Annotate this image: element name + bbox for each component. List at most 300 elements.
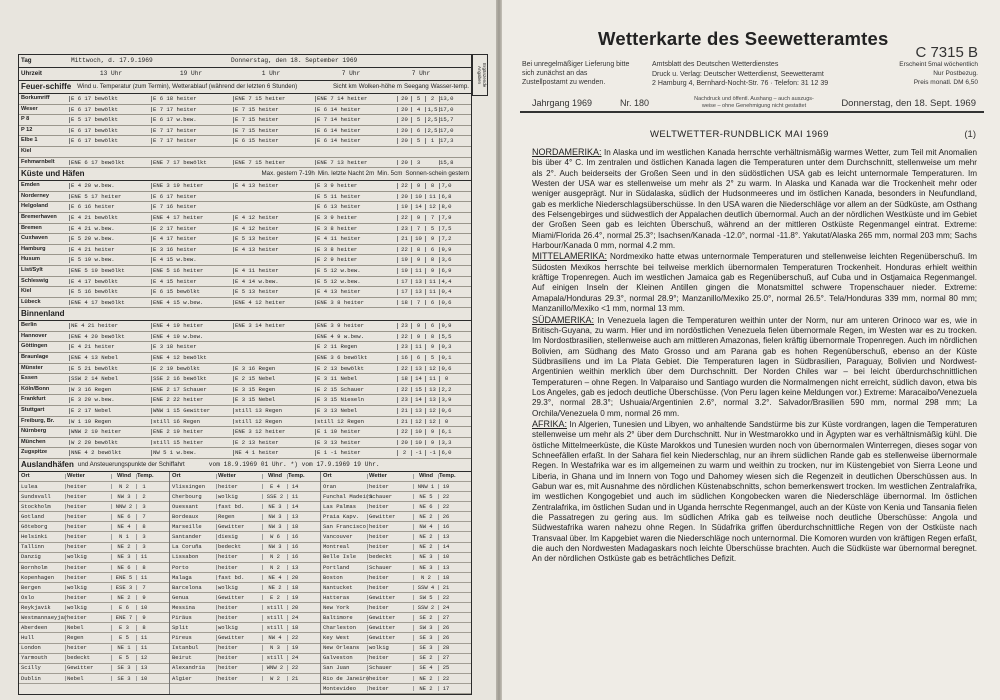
table-row [19, 126, 471, 137]
observation-cell: ENE 3 9 heiter [315, 323, 397, 329]
harbour-cell: NE 3 [413, 554, 438, 560]
harbour-cell: Scilly [21, 664, 41, 672]
value-cell: 20 [397, 117, 411, 123]
harbour-cell: NW 3 [262, 524, 287, 530]
harbour-cell: Gewitter [216, 595, 262, 601]
harbour-cell: heiter [65, 494, 111, 500]
harbour-row [321, 502, 471, 512]
harbour-cell: Malaga [172, 573, 192, 581]
station-name: Weser [21, 105, 38, 112]
harbour-row [321, 623, 471, 633]
value-cell: 9 [411, 215, 425, 221]
harbour-cell: wolkig [65, 585, 111, 591]
harbour-row [170, 644, 320, 654]
harbour-cell: 24 [438, 605, 453, 611]
region-label: MITTELAMERIKA: [532, 251, 608, 262]
value-cell: 12 [425, 419, 439, 425]
value-cell: 15 [411, 387, 425, 393]
table-row [19, 245, 471, 256]
station-name: Schleswig [21, 277, 49, 284]
observation-cell: ENE 3 12 heiter [233, 429, 315, 435]
observation-cell: E 4 15 heiter [151, 279, 233, 285]
harbour-cell: bedeckt [65, 655, 111, 661]
harbour-cell: Helsinki [21, 533, 48, 541]
observation-cell: E 3 11 Nebel [315, 376, 397, 382]
harbour-cell: NE 2 [413, 686, 438, 692]
harbour-cell: Reykjavik [21, 603, 51, 611]
harbour-row [19, 633, 169, 643]
harbour-row [321, 573, 471, 583]
value-cell: 7,0 [439, 183, 453, 189]
harbour-cell: heiter [216, 665, 262, 671]
value-cell: 15,8 [440, 158, 454, 166]
value-cell: 23 [397, 397, 411, 403]
harbour-cell: Pireus [172, 634, 192, 642]
value-cell: 11 [411, 268, 425, 274]
harbour-cell: N 3 [262, 645, 287, 651]
value-cell: 22 [397, 387, 411, 393]
harbour-cell: NE 1 [111, 645, 136, 651]
harbour-cell: 7 [136, 585, 151, 591]
table-row [19, 115, 471, 126]
harbour-cell: Oslo [21, 593, 35, 601]
harbour-row [19, 482, 169, 492]
harbour-row [19, 543, 169, 553]
harbour-cell: Gewitter [216, 524, 262, 530]
paragraph-mittelamerika [532, 251, 977, 314]
harbour-cell: 11 [287, 494, 302, 500]
harbour-column [320, 472, 471, 694]
paragraph-text: In Algerien, Tunesien und Libyen, wo anhaltende Sandstürme bis zur Küste vordrangen, lagen die Temperaturen stellenweise um mehr als 2° über dem Durchschnitt. Nur in Westmarokko und in Ägypten war es verhältnismäßig kühl. Die östliche Mittelmeerküste, die Küste Marokkos und Tunesien wurden noch von übernormalen Winterregen, dieses sogar von Schneefällen erfaßt. In der Sahara fiel kein Niederschlag, nur an ihrem südlichen Rande gab es stellenweise übernormale Regen. In Westafrika war es im allgemeinen zu warm und weithin zu trocken, nur im Küstengebiet von Sierra Leone und Liberia, in Ghana und im Innern von Togo und Dahomey wiesen sich die Regenzeit in deutlichen Überschüssen aus. In Gabun war es, mit Ausnahme des nördlichen Küstenabschnitts, schon bemerkenswert trocken. Im westlichen Zentralafrika, im westlichen Kongogebiet und auch im südlichen Kongobecken waren die Niederschläge übernormal. Im östlichen Zentralafrika, im östlichen Sudan und in Uganda herrschte Regenmangel, auch an der Küste von Kenia und Tansania fielen die Passatregen zu gering aus. Im südlichen Afrika gab es teilweise noch deutliche Überschüsse: Angola und Südwestafrika waren nahezu ohne Regen. In Südafrika griffen überdurchschnittliche Regen von der Ostküste nach Transvaal über. Im Kapgebiet waren die Niederschläge noch unternormal. Die Komoren wurden von kräftigen Regen erfaßt, die auch den Nordwesten Madagaskars noch leichte Überschüsse brachten. Auch die Südküste war übernormal beregnet. An der nördlichen Ostküste gab es beträchtliches Defizit. [532, 419, 977, 564]
uhrzeit-label: Uhrzeit [21, 69, 42, 77]
harbour-row [170, 553, 320, 563]
feuerschiffe-rows [19, 94, 471, 168]
harbour-cell: Lissabon [172, 553, 199, 561]
harbour-cell: 20 [287, 575, 302, 581]
harbour-cell: WNW 2 [262, 665, 287, 671]
observation-cell: WNW 2 19 heiter [69, 429, 151, 435]
station-name: Helgoland [21, 203, 49, 210]
observation-cell: ENE 3 14 heiter [233, 323, 315, 329]
observation-cell: E 3 8 heiter [315, 226, 397, 232]
observation-cell: E 6 15 heiter [233, 138, 315, 144]
harbour-cell: 18 [438, 575, 453, 581]
station-name: Köln/Bonn [21, 385, 50, 392]
harbour-cell: wolkig [216, 494, 262, 500]
harbour-cell: Santander [172, 533, 202, 541]
observation-cell: E 3 8 heiter [315, 247, 397, 253]
harbour-cell: 3 [136, 544, 151, 550]
harbour-cell: NE 4 [262, 575, 287, 581]
station-name: Cuxhaven [21, 235, 48, 242]
observation-cell: E 7 15 heiter [233, 107, 315, 113]
value-cell: 17,3 [440, 137, 454, 145]
harbour-cell: Porto [172, 563, 189, 571]
column-header: Temp. [137, 472, 154, 479]
observation-cell: ENE 4 19 heiter [151, 323, 233, 329]
value-cell: 6,8 [439, 194, 453, 200]
observation-cell: WNW 1 15 Gewitter [151, 408, 233, 414]
harbour-row [19, 492, 169, 502]
harbour-cell: NE 2 [413, 676, 438, 682]
value-cell: 23 [397, 226, 411, 232]
harbour-row [321, 684, 471, 694]
frequency-line: Preis monatl. DM 6,50 [913, 79, 978, 86]
section-ausland [19, 459, 471, 472]
harbour-row [321, 482, 471, 492]
table-row [19, 158, 471, 169]
value-cell: 0,6 [439, 366, 453, 372]
observation-cell: E 6 17 w.bew. [151, 117, 233, 123]
station-name: Kiel [21, 288, 32, 295]
harbour-cell: Alexandria [172, 664, 206, 672]
harbour-cell: Funchal Madeira [323, 492, 373, 500]
harbour-cell: heiter [216, 676, 262, 682]
observation-cell: ENE 4 15 w.bew. [151, 300, 233, 306]
harbour-cell: Gewitter [367, 514, 413, 520]
station-name: Hamburg [21, 245, 46, 252]
harbour-cell: wolkig [65, 605, 111, 611]
harbour-row [170, 593, 320, 603]
value-cell: 20 [397, 128, 411, 134]
value-cell: -1 [411, 450, 425, 456]
value-cell: 0,1 [439, 355, 453, 361]
harbour-header [19, 472, 169, 482]
section-cols [333, 84, 469, 90]
harbour-cell: Algier [172, 674, 192, 682]
observation-cell: E 6 15 bewölkt [151, 289, 233, 295]
value-cell: 17,0 [440, 105, 454, 113]
harbour-cell: heiter [216, 645, 262, 651]
harbour-cell: heiter [65, 595, 111, 601]
harbour-cell: Aberdeen [21, 624, 48, 632]
observation-cell: ENE 4 12 bewölkt [151, 355, 233, 361]
observation-cell: ENE 7 13 heiter [315, 160, 397, 166]
observation-cell: E 5 21 bewölkt [69, 366, 151, 372]
column-header: Wetter [367, 474, 413, 480]
harbour-cell: NNW 1 [413, 484, 438, 490]
harbour-row [170, 613, 320, 623]
station-name: List/Sylt [21, 266, 43, 273]
value-cell: 6,9 [439, 268, 453, 274]
observation-cell: E 4 21 heiter [69, 247, 151, 253]
column-header: Temp. [288, 472, 305, 479]
value-cell: 22 [397, 334, 411, 340]
harbour-cell: San Juan [323, 664, 350, 672]
observation-cell: E 6 17 bewölkt [69, 138, 151, 144]
observation-cell: E 5 11 heiter [315, 194, 397, 200]
value-cell: 22 [397, 215, 411, 221]
harbour-row [321, 644, 471, 654]
value-cell: 6,0 [439, 450, 453, 456]
observation-cell: E 7 17 heiter [151, 107, 233, 113]
harbour-cell: NW 4 [262, 635, 287, 641]
value-cell: 7,9 [439, 215, 453, 221]
column-header: Temp. [439, 472, 456, 479]
harbour-cell: NW 3 [262, 544, 287, 550]
station-name: Zugspitze [21, 449, 48, 456]
harbour-cell: 3 [136, 504, 151, 510]
observation-cell: E 7 16 heiter [151, 204, 233, 210]
harbour-cell: 14 [438, 544, 453, 550]
harbour-cell: N 2 [262, 554, 287, 560]
harbour-cell: Key West [323, 634, 350, 642]
harbour-cell: still [262, 615, 287, 621]
value-cell: 14 [411, 376, 425, 382]
harbour-cell: heiter [367, 575, 413, 581]
observation-cell: E 5 16 bewölkt [69, 289, 151, 295]
harbour-cell: heiter [367, 504, 413, 510]
station-name: P 8 [21, 116, 30, 123]
harbour-cell: 12 [136, 655, 151, 661]
harbour-row [321, 664, 471, 674]
harbour-cell: Baltimore [323, 614, 353, 622]
harbour-row [321, 543, 471, 553]
harbour-cell: Oran [323, 482, 337, 490]
value-cell: 9 [411, 257, 425, 263]
harbour-cell: NE 3 [262, 504, 287, 510]
observation-cell: E 4 20 w.bew. [69, 183, 151, 189]
station-name: Husum [21, 256, 40, 263]
harbour-cell: NE 6 [111, 565, 136, 571]
harbour-cell: Hull [21, 634, 35, 642]
harbour-cell: 1 [136, 484, 151, 490]
value-cell: 9 [425, 440, 439, 446]
value-cell: 3 [411, 160, 425, 166]
harbour-row [321, 553, 471, 563]
observation-cell: ENE 4 19 w.bew. [151, 334, 233, 340]
observation-cell: E 7 17 heiter [151, 128, 233, 134]
harbour-cell: Sundsvall [21, 492, 51, 500]
harbour-cell: heiter [367, 484, 413, 490]
observation-cell: ENE 4 9 w.bew. [315, 334, 397, 340]
harbour-cell: SSW 4 [413, 585, 438, 591]
value-cell: 13 [411, 279, 425, 285]
harbour-cell: Göteborg [21, 523, 48, 531]
harbour-cell: NE 2 [413, 544, 438, 550]
harbour-cell: NE 6 [413, 504, 438, 510]
table-row [19, 332, 471, 343]
observation-cell: E 4 17 bewölkt [69, 279, 151, 285]
article-body [532, 147, 977, 565]
value-cell: 21 [397, 408, 411, 414]
harbour-cell: Schauer [367, 665, 413, 671]
observation-cell: E 5 13 heiter [233, 289, 315, 295]
value-cell: 13 [411, 408, 425, 414]
value-cell: 19 [397, 257, 411, 263]
article-heading: WELTWETTER-RUNDBLICK MAI 1969 [650, 129, 829, 140]
harbour-cell: 13 [136, 665, 151, 671]
harbour-row [170, 623, 320, 633]
value-cell: 2,5 [425, 117, 439, 123]
observation-cell: W 2 20 bewölkt [69, 440, 151, 446]
region-label: SÜDAMERIKA: [532, 314, 595, 325]
harbour-row [19, 512, 169, 522]
harbour-cell: Regen [216, 514, 262, 520]
observation-cell: ENE 7 14 heiter [315, 96, 397, 102]
harbour-cell: 18 [287, 585, 302, 591]
value-cell: 6 [411, 355, 425, 361]
value-cell: 20 [397, 96, 411, 102]
harbour-cell: 24 [287, 615, 302, 621]
value-cell: 11 [425, 376, 439, 382]
harbour-cell: SW 5 [413, 595, 438, 601]
table-row [19, 385, 471, 396]
station-name: Göttingen [21, 343, 48, 350]
time-col: 13 Uhr [99, 69, 123, 77]
value-cell: 11 [425, 194, 439, 200]
harbour-cell: Kopenhagen [21, 573, 55, 581]
reprint-note: Nachdruck und öffentl. Aushang – auch auszugs-weise – ohne Genehmigung nicht gestattet [694, 96, 814, 109]
table-row [19, 353, 471, 364]
observation-cell: E 3 15 Nebel [233, 397, 315, 403]
harbour-cell: SE 3 [111, 676, 136, 682]
observation-table [18, 54, 472, 695]
observation-cell: E 6 17 heiter [151, 194, 233, 200]
binnenland-rows [19, 321, 471, 459]
value-cell: 22 [397, 429, 411, 435]
observation-cell: E 2 15 Nebel [233, 376, 315, 382]
harbour-cell: 11 [136, 645, 151, 651]
value-cell: 20 [397, 440, 411, 446]
harbour-row [170, 674, 320, 684]
value-cell: 9,9 [439, 323, 453, 329]
observation-cell: E 6 17 bewölkt [69, 96, 151, 102]
harbour-cell: 10 [438, 554, 453, 560]
side-tab: Ergänzende Angaben [472, 54, 488, 96]
value-cell: 2 [425, 96, 439, 102]
harbour-row [170, 482, 320, 492]
observation-cell: E 3 18 heiter [151, 344, 233, 350]
observation-cell: ENE 3 6 bewölkt [315, 355, 397, 361]
observation-cell: E 2 9 heiter [315, 257, 397, 263]
harbour-cell: 16 [287, 554, 302, 560]
harbour-row [321, 633, 471, 643]
paragraph-text: Nordmexiko hatte etwas unternormale Temperaturen und stellenweise leichten Regenüberschuß. Im Südosten Mexikos herrschte bei teilweise merklich übernormalen Temperaturen Trockenheit. Honduras erhielt weithin kräftige Tropenregen. Auch im westlichen Jamaica gab es Regenüberschuß, auf Cuba und in Ostjamaica Regenmangel. Auf einigen Inseln der Kleinen Antillen gingen die Monatsmittel schwere Tropenschauer nieder. Extreme: Amapala/Honduras 29.3°, normal 28.9°; Manzanillo/Mexiko 25.0°, normal 26.5°. Tela/Honduras 339 mm, normal 80 mm; Manzanillo/Mexiko <1 mm, normal 13 mm. [532, 252, 977, 314]
value-cell: 18 [397, 300, 411, 306]
harbour-cell: Stockholm [21, 502, 51, 510]
value-cell: 5 [411, 138, 425, 144]
station-name: Münster [21, 364, 43, 371]
value-cell: 5 [411, 96, 425, 102]
time-col: 19 Uhr [179, 69, 203, 77]
region-label: AFRIKA: [532, 418, 568, 429]
harbour-cell: 18 [287, 625, 302, 631]
harbour-cell: 27 [438, 655, 453, 661]
station-name: Stuttgart [21, 407, 45, 414]
observation-cell: still 16 Regen [151, 419, 233, 425]
harbour-cell: 13 [287, 514, 302, 520]
harbour-cell: Tallinn [21, 543, 45, 551]
value-cell: 22 [397, 183, 411, 189]
time-note: vom 18.9.1969 01 Uhr. *) vom 17.9.1969 19 Uhr. [208, 460, 380, 468]
value-cell: 12 [425, 366, 439, 372]
harbour-cell: Schauer [367, 565, 413, 571]
observation-cell: ENE 3 19 heiter [151, 183, 233, 189]
observation-cell: E 4 11 heiter [233, 268, 315, 274]
harbour-row [19, 603, 169, 613]
harbour-cell: Istanbul [172, 644, 199, 652]
observation-cell: E 5 20 w.bew. [69, 236, 151, 242]
station-name: Borkumriff [21, 95, 50, 101]
harbour-cell: 20 [287, 605, 302, 611]
value-cell: 2 [397, 450, 411, 456]
harbour-row [321, 583, 471, 593]
harbour-cell: Danzig [21, 553, 41, 561]
observation-cell: E 4 21 w.bew. [69, 226, 151, 232]
harbour-cell: Regen [65, 635, 111, 641]
harbour-cell: E 4 [262, 484, 287, 490]
column-header: Ort [172, 472, 181, 479]
observation-cell: ENE 3 8 heiter [315, 300, 397, 306]
value-cell: 13 [425, 397, 439, 403]
paragraph-afrika [532, 419, 977, 565]
value-cell: -1 [425, 450, 439, 456]
value-cell: 8 [411, 247, 425, 253]
harbour-cell: SSE 2 [262, 494, 287, 500]
harbour-cell: 16 [438, 524, 453, 530]
value-cell: 20 [397, 107, 411, 113]
section-title: Feuer-schiffe [21, 82, 72, 91]
harbour-row [170, 664, 320, 674]
observation-cell: ENE 4 13 Nebel [69, 355, 151, 361]
observation-cell: ENE 5 16 heiter [151, 268, 233, 274]
harbour-row [170, 512, 320, 522]
harbour-cell: heiter [65, 504, 111, 510]
value-cell: 5 [411, 117, 425, 123]
section-subtitle: und Ansteuerungspunkte der Schiffahrt [77, 460, 185, 468]
harbour-cell: fast bd. [216, 575, 262, 581]
value-cell: 0,6 [439, 408, 453, 414]
station-name: Essen [21, 375, 38, 382]
harbour-cell: NE 3 [111, 554, 136, 560]
harbour-row [321, 654, 471, 664]
col-label: Wolken-höhe m [358, 82, 402, 90]
harbour-cell: 9 [136, 615, 151, 621]
value-cell: 5,5 [439, 334, 453, 340]
harbour-cell: Genua [172, 593, 189, 601]
harbour-cell: heiter [367, 676, 413, 682]
observation-cell: E 4 21 bewölkt [69, 215, 151, 221]
harbour-cell: Praia Kapv. [323, 513, 360, 521]
value-cell: 17 [397, 289, 411, 295]
value-cell: 9 [411, 334, 425, 340]
value-cell: 23 [397, 323, 411, 329]
value-cell: 20 [397, 138, 411, 144]
harbour-cell: Gewitter [367, 615, 413, 621]
value-cell: 6 [425, 247, 439, 253]
value-cell: 8 [425, 334, 439, 340]
observation-cell: still 13 Regen [233, 408, 315, 414]
harbour-row [19, 583, 169, 593]
harbour-row [170, 502, 320, 512]
column-header: Wetter [65, 474, 111, 480]
harbour-cell: Nebel [65, 676, 111, 682]
observation-cell: E 4 15 w.bew. [151, 257, 233, 263]
harbour-cell: Gewitter [367, 625, 413, 631]
harbour-row [19, 532, 169, 542]
harbour-cell: bedeckt [367, 554, 413, 560]
region-label: NORDAMERIKA: [532, 147, 602, 157]
harbour-cell: Westmannaeyjar [21, 614, 68, 622]
col-label: Wasser-temp. [430, 82, 469, 90]
harbour-cell: heiter [367, 605, 413, 611]
value-cell: 1 [425, 138, 439, 144]
harbour-row [321, 674, 471, 684]
observation-cell: E 2 13 bewölkt [315, 366, 397, 372]
station-name: Nürnberg [21, 428, 47, 435]
value-cell: 10 [411, 194, 425, 200]
